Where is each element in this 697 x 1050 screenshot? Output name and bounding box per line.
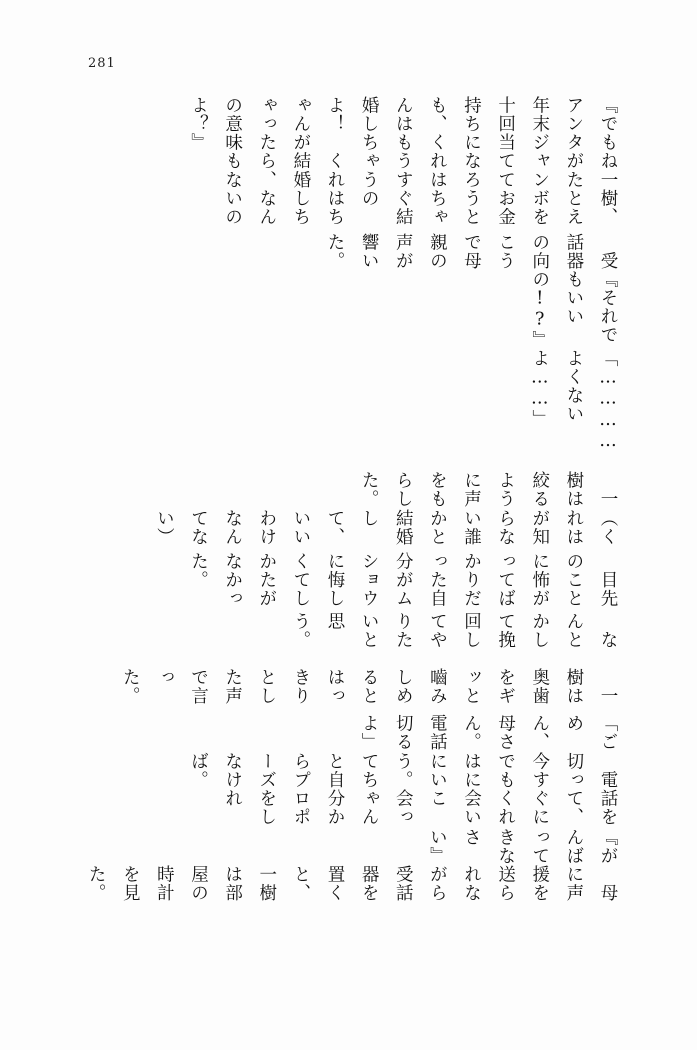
paragraph: 目先のことに怖がってばかりだった自分がムショウに悔しくてしかたがなかった。 (188, 551, 618, 608)
paragraph: 電話を切って、今すぐにでもくれはに会いにいこう。会ってちゃんと自分からプロポーズをしなければ。 (188, 751, 618, 826)
page-number: 281 (88, 56, 116, 71)
paragraph: （くれはが知らない誰かと結婚して、いいわけなんてない） (154, 508, 618, 546)
paragraph: 一樹は奥歯をギッと嚙みしめるとはっきりとした声で言った。 (120, 668, 618, 706)
paragraph: 一樹は絞るように声をもらした。 (359, 471, 618, 509)
paragraph: 母に声援を送られながら受話器を置くと、一樹は部屋の時計を見た。 (86, 865, 618, 903)
paragraph: 『でもね一樹、アンタがたとえ年末ジャンボを十回当ててお金持ちになろうとも、くれはちゃんはもうすぐ結婚しちゃうのよ！ くれはちゃんが結婚しちゃったら、なんの意味もないのよ？』 (188, 96, 618, 227)
paragraph: 『それでもいいの!?』 (529, 270, 618, 350)
paragraph: 受話器の向こうで母親の声が響いた。 (325, 232, 618, 270)
paragraph: 「ごめん、母さん。電話切るよ」 (359, 714, 618, 752)
paragraph: なんとかして挽回してやりたいと思う。 (290, 612, 618, 650)
body-text-block (65, 96, 625, 916)
paragraph: 「…………よくないよ……」 (529, 349, 618, 453)
paragraph: 『がんばってきなさい』 (427, 827, 618, 866)
